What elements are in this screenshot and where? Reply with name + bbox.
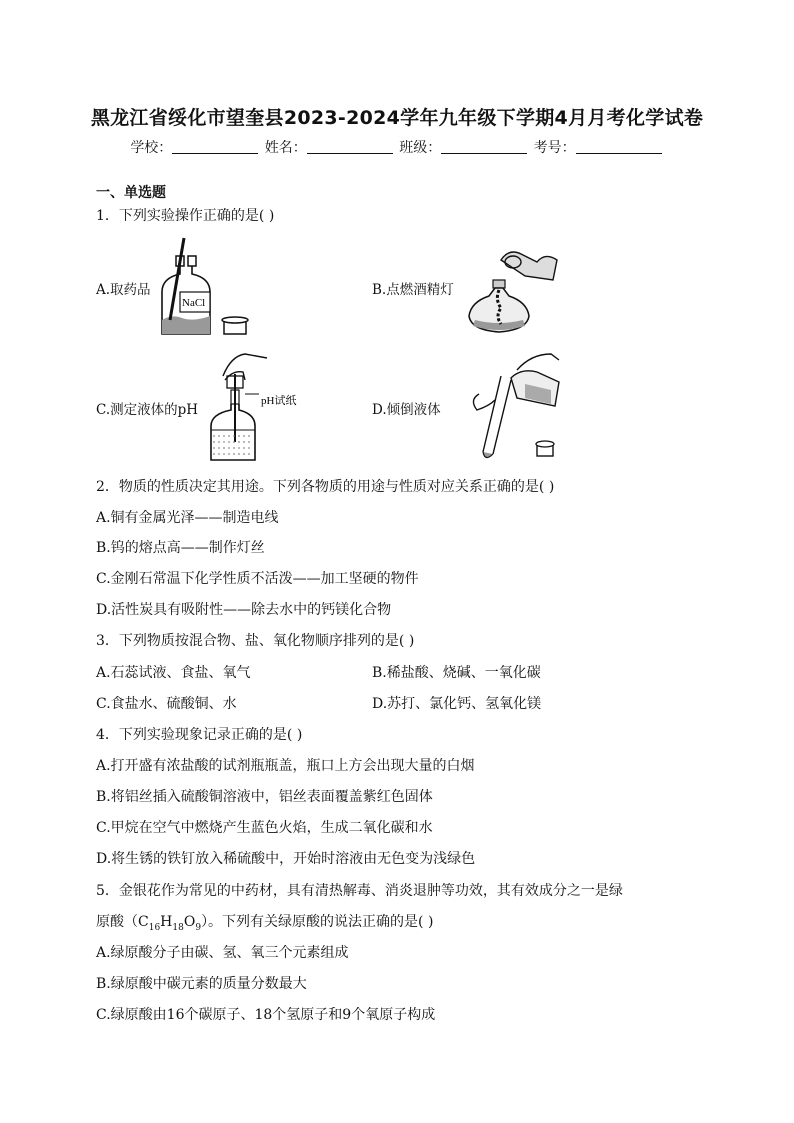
student-info-line bbox=[0, 137, 794, 157]
nacl-label: NaCl bbox=[182, 297, 206, 309]
q5-option-b: B.绿原酸中碳元素的质量分数最大 bbox=[96, 976, 307, 992]
q4-option-c: C.甲烷在空气中燃烧产生蓝色火焰，生成二氧化碳和水 bbox=[96, 820, 433, 836]
q5-formula-prefix: 原酸（C bbox=[96, 914, 149, 930]
reagent-bottle-spatula-figure bbox=[158, 234, 253, 340]
q5-option-c: C.绿原酸由16个碳原子、18个氢原子和9个氧原子构成 bbox=[96, 1007, 436, 1023]
q2-option-b: B.钨的熔点高——制作灯丝 bbox=[96, 540, 265, 556]
q1-option-d: D.倾倒液体 bbox=[372, 402, 441, 418]
q5-formula-o: O bbox=[183, 914, 196, 930]
q3-option-a: A.石蕊试液、食盐、氧气 bbox=[96, 665, 251, 681]
q2-option-c: C.金刚石常温下化学性质不活泼——加工坚硬的物件 bbox=[96, 571, 419, 587]
name-label: 姓名： bbox=[264, 140, 307, 156]
q5-stem-line2 bbox=[96, 911, 433, 933]
q5-sub-c: 16 bbox=[148, 922, 161, 933]
number-blank[interactable] bbox=[576, 139, 662, 154]
section-heading: 一、单选题 bbox=[96, 185, 166, 201]
q4-option-d: D.将生锈的铁钉放入稀硫酸中，开始时溶液由无色变为浅绿色 bbox=[96, 851, 476, 867]
number-label: 考号： bbox=[533, 140, 576, 156]
pouring-liquid-figure bbox=[455, 350, 575, 462]
q5-sub-o: 9 bbox=[195, 922, 202, 933]
q3-option-c: C.食盐水、硫酸铜、水 bbox=[96, 696, 237, 712]
q5-sub-h: 18 bbox=[172, 922, 184, 933]
class-label: 班级： bbox=[399, 140, 442, 156]
q3-option-d: D.苏打、氯化钙、氢氧化镁 bbox=[372, 696, 542, 712]
ph-test-figure bbox=[205, 350, 315, 462]
q2-option-d: D.活性炭具有吸附性——除去水中的钙镁化合物 bbox=[96, 602, 392, 618]
exam-title: 黑龙江省绥化市望奎县2023-2024学年九年级下学期4月月考化学试卷 bbox=[90, 107, 704, 129]
q2-option-a: A.铜有金属光泽——制造电线 bbox=[96, 510, 279, 526]
q5-formula-h: H bbox=[160, 914, 173, 930]
school-blank[interactable] bbox=[172, 139, 258, 154]
alcohol-lamp-figure bbox=[465, 240, 565, 340]
q3-stem: 3．下列物质按混合物、盐、氧化物顺序排列的是( ) bbox=[96, 633, 415, 649]
q5-stem-suffix: ）。下列有关绿原酸的说法正确的是( ) bbox=[201, 914, 434, 930]
q4-stem: 4．下列实验现象记录正确的是( ) bbox=[96, 727, 303, 743]
school-label: 学校： bbox=[130, 140, 173, 156]
name-blank[interactable] bbox=[307, 139, 393, 154]
class-blank[interactable] bbox=[441, 139, 527, 154]
q1-option-b: B.点燃酒精灯 bbox=[372, 282, 454, 298]
q5-stem-line1: 5．金银花作为常见的中药材，具有清热解毒、消炎退肿等功效，其有效成分之一是绿 bbox=[96, 883, 623, 899]
q4-option-a: A.打开盛有浓盐酸的试剂瓶瓶盖，瓶口上方会出现大量的白烟 bbox=[96, 758, 475, 774]
q1-option-c: C.测定液体的pH bbox=[96, 402, 199, 418]
q3-option-b: B.稀盐酸、烧碱、一氧化碳 bbox=[372, 665, 541, 681]
q1-option-a: A.取药品 bbox=[96, 282, 151, 298]
q1-stem: 1．下列实验操作正确的是( ) bbox=[96, 208, 275, 224]
ph-paper-label: pH试纸 bbox=[261, 395, 297, 407]
q2-stem: 2．物质的性质决定其用途。下列各物质的用途与性质对应关系正确的是( ) bbox=[96, 479, 555, 495]
q4-option-b: B.将铝丝插入硫酸铜溶液中，铝丝表面覆盖紫红色固体 bbox=[96, 789, 433, 805]
q5-option-a: A.绿原酸分子由碳、氢、氧三个元素组成 bbox=[96, 945, 349, 961]
